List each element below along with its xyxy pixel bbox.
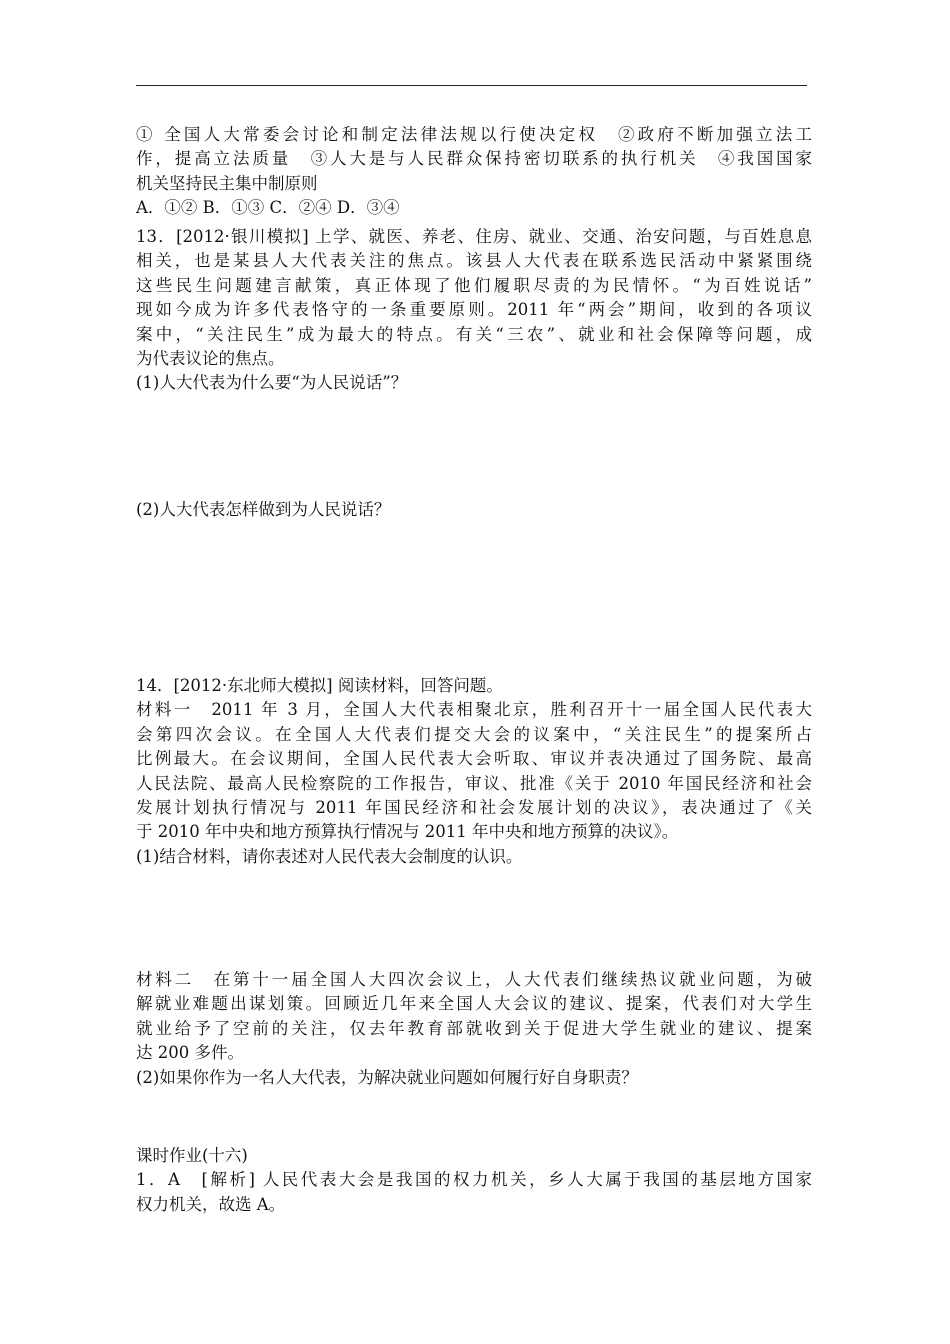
q14-material1-line: 会第四次会议。在全国人大代表们提交大会的议案中，“关注民生”的提案所占 xyxy=(136,724,812,744)
q14-material2-line: 达 200 多件。 xyxy=(136,1043,244,1063)
q13-sub2-block xyxy=(136,498,812,522)
q14-material1-line: 人民法院、最高人民检察院的工作报告，审议、批准《关于 2010 年国民经济和社会 xyxy=(136,773,812,793)
q13-line: 相关，也是某县人大代表关注的焦点。该县人大代表在联系选民活动中紧紧围绕 xyxy=(136,251,812,271)
q14-sub2: (2)如果你作为一名人大代表，为解决就业问题如何履行好自身职责？ xyxy=(136,1067,638,1087)
q14-block xyxy=(136,674,812,869)
answers-title: 课时作业(十六) xyxy=(136,1146,248,1165)
answers-block xyxy=(136,1144,812,1217)
q12-choices: A．①② B．①③ C．②④ D．③④ xyxy=(136,198,400,218)
q13-line: 案中，“关注民生”成为最大的特点。有关“三农”、就业和社会保障等问题，成 xyxy=(136,324,812,344)
q13-sub1: (1)人大代表为什么要“为人民说话”？ xyxy=(136,373,408,393)
answer-line: 权力机关，故选 A。 xyxy=(136,1194,286,1214)
answer-line: 1．A [解析] 人民代表大会是我国的权力机关，乡人大属于我国的基层地方国家 xyxy=(136,1170,812,1190)
q13-stem xyxy=(136,225,812,396)
q14-material1-line: 比例最大。在会议期间，全国人民代表大会听取、审议并表决通过了国务院、最高 xyxy=(136,749,812,769)
header-rule xyxy=(136,85,807,86)
q14-material2-block xyxy=(136,968,812,1090)
q13-line: 13．[2012·银川模拟] 上学、就医、养老、住房、就业、交通、治安问题，与百姓息息 xyxy=(136,227,812,246)
q12-option-line: 机关坚持民主集中制原则 xyxy=(136,173,318,193)
q13-sub2: (2)人大代表怎样做到为人民说话？ xyxy=(136,500,391,519)
q14-material1-line: 材料一 2011 年 3 月，全国人大代表相聚北京，胜利召开十一届全国人民代表大 xyxy=(136,700,812,720)
q12-option-line: ① 全国人大常委会讨论和制定法律法规以行使决定权 ②政府不断加强立法工 xyxy=(136,125,812,144)
q14-material2-line: 解就业难题出谋划策。回顾近几年来全国人大会议的建议、提案，代表们对大学生 xyxy=(136,994,812,1014)
q13-line: 为代表议论的焦点。 xyxy=(136,349,285,369)
q14-material1-line: 发展计划执行情况与 2011 年国民经济和社会发展计划的决议》，表决通过了《关 xyxy=(136,798,812,818)
q14-header: 14．[2012·东北师大模拟] 阅读材料，回答问题。 xyxy=(136,676,503,695)
q12-option-line: 作，提高立法质量 ③人大是与人民群众保持密切联系的执行机关 ④我国国家 xyxy=(136,149,812,169)
q12-options xyxy=(136,123,812,221)
q13-line: 这些民生问题建言献策，真正体现了他们履职尽责的为民情怀。“为百姓说话” xyxy=(136,275,812,295)
q14-material2-line: 材料二 在第十一届全国人大四次会议上，人大代表们继续热议就业问题，为破 xyxy=(136,970,812,989)
q14-material1-line: 于 2010 年中央和地方预算执行情况与 2011 年中央和地方预算的决议》。 xyxy=(136,822,679,842)
q14-sub1: (1)结合材料，请你表述对人民代表大会制度的认识。 xyxy=(136,846,523,866)
q13-line: 现如今成为许多代表恪守的一条重要原则。2011 年“两会”期间，收到的各项议 xyxy=(136,300,812,320)
q14-material2-line: 就业给予了空前的关注，仅去年教育部就收到关于促进大学生就业的建议、提案 xyxy=(136,1018,812,1038)
